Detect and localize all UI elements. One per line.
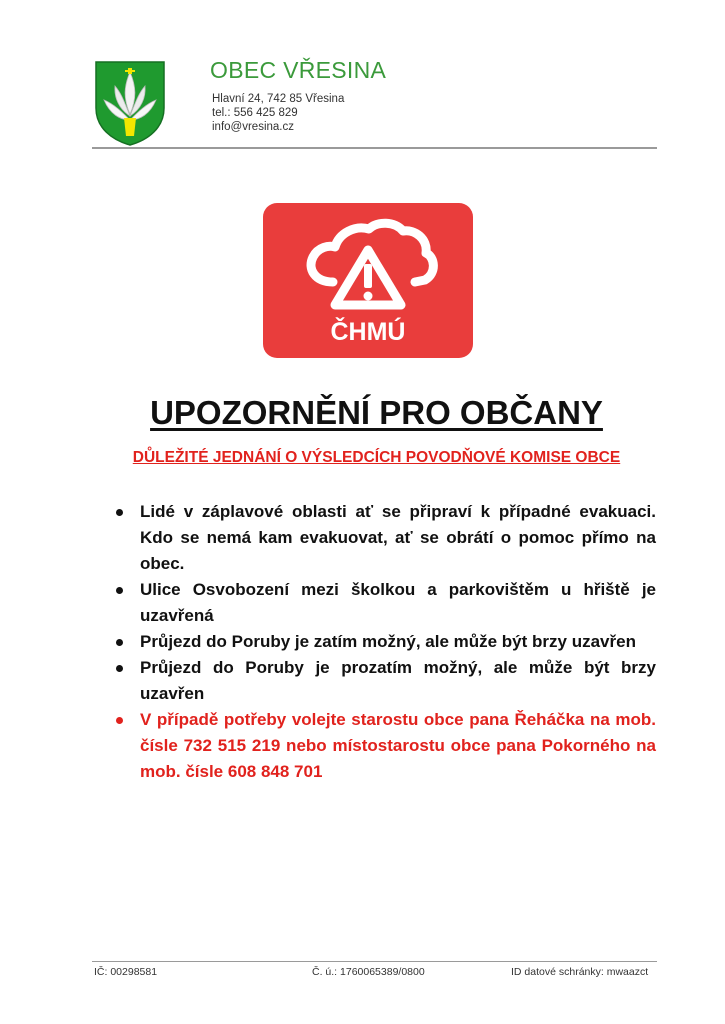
chmu-logo-text: ČHMÚ <box>330 318 406 346</box>
notice-item: Ulice Osvobození mezi školkou a parkovištěm u hřiště je uzavřená <box>140 577 656 629</box>
bullet-icon <box>116 665 123 672</box>
page-subtitle: DŮLEŽITÉ JEDNÁNÍ O VÝSLEDCÍCH POVODŇOVÉ KOMISE OBCE <box>132 449 621 466</box>
bullet-icon <box>116 639 123 646</box>
bullet-icon <box>116 717 123 724</box>
coat-of-arms-icon <box>94 60 166 146</box>
notice-item: Průjezd do Poruby je prozatím možný, ale může být brzy uzavřen <box>140 655 656 707</box>
page-title: UPOZORNĚNÍ PRO OBČANY <box>150 394 603 431</box>
footer-databox: ID datové schránky: mwaazct <box>511 966 649 978</box>
notice-item: Průjezd do Poruby je zatím možný, ale může být brzy uzavřen <box>140 629 656 655</box>
bullet-icon <box>116 509 123 516</box>
header-divider <box>92 147 657 149</box>
org-email: info@vresina.cz <box>212 121 294 133</box>
org-name: OBEC VŘESINA <box>210 57 387 83</box>
chmu-logo <box>263 203 473 358</box>
org-address: Hlavní 24, 742 85 Vřesina <box>212 93 345 105</box>
org-phone: tel.: 556 425 829 <box>212 107 298 119</box>
notice-item-contact: V případě potřeby volejte starostu obce pana Řeháčka na mob. čísle 732 515 219 nebo místostarostu obce pana Pokorného na mob. čísle 608 848 701 <box>140 707 656 785</box>
notice-item: Lidé v záplavové oblasti ať se připraví k případné evakuaci. Kdo se nemá kam evakuovat, ať se obrátí o pomoc přímo na obec. <box>140 499 656 577</box>
footer-divider <box>92 961 657 962</box>
footer-account: Č. ú.: 1760065389/0800 <box>312 966 425 978</box>
bullet-icon <box>116 587 123 594</box>
footer-ico: IČ: 00298581 <box>94 966 158 978</box>
notice-list <box>140 499 656 785</box>
